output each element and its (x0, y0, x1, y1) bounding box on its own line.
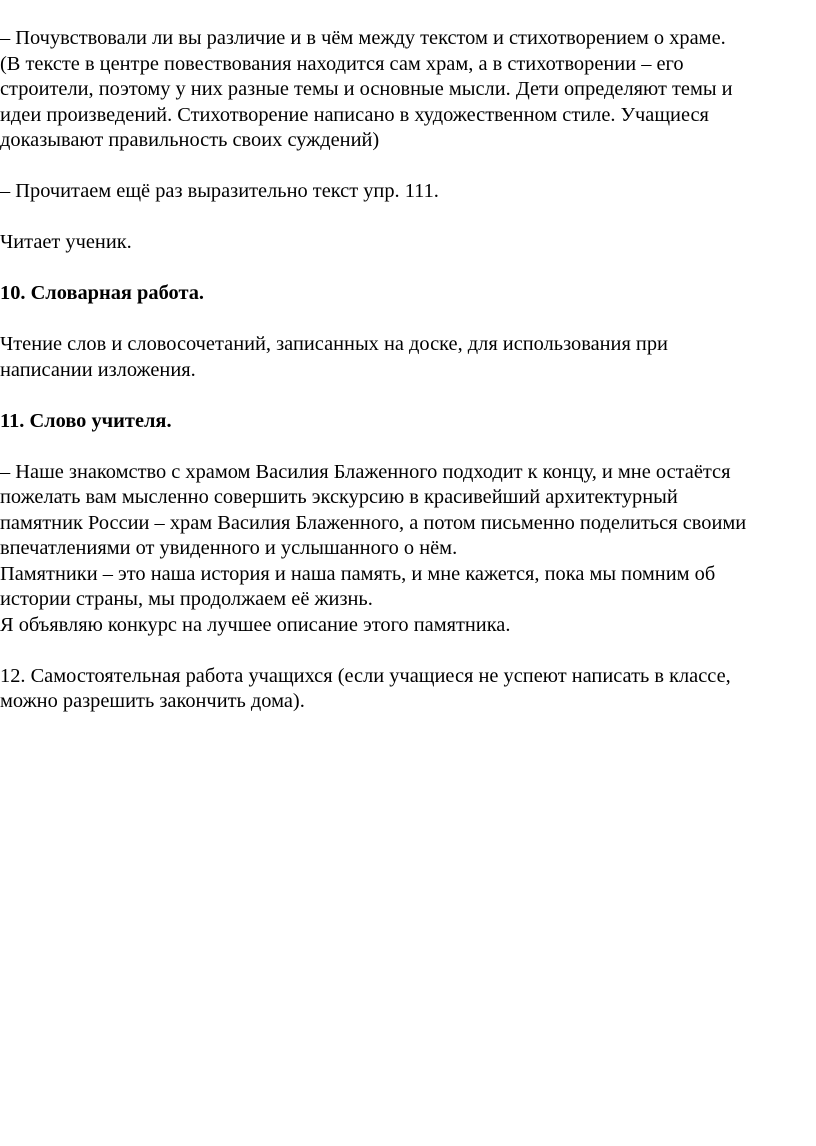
text-line: – Почувствовали ли вы различие и в чём между текстом и стихотворением о храме. (0, 27, 726, 49)
text-line: доказывают правильность своих суждений) (0, 129, 380, 151)
paragraph-gap (0, 154, 814, 180)
text-line: строители, поэтому у них разные темы и основные мысли. Дети определяют темы и (0, 78, 733, 100)
text-line: (В тексте в центре повествования находится сам храм, а в стихотворении – его (0, 52, 684, 75)
text-line: 12. Самостоятельная работа учащихся (если учащиеся не успеют написать в классе, (0, 664, 731, 687)
text-line: – Наше знакомство с храмом Василия Блаженного подходит к концу, и мне остаётся (0, 460, 731, 483)
paragraph-gap (0, 383, 814, 409)
text-line: написании изложения. (0, 358, 196, 381)
text-line: Я объявляю конкурс на лучшее описание этого памятника. (0, 613, 511, 636)
document-page (0, 26, 814, 715)
paragraph-gap (0, 256, 814, 282)
paragraph-gap (0, 434, 814, 460)
paragraph-gap (0, 638, 814, 664)
text-line: идеи произведений. Стихотворение написано в художественном стиле. Учащиеся (0, 103, 709, 126)
text-line: памятник России – храм Василия Блаженного, а потом письменно поделиться своими (0, 511, 747, 534)
paragraph-gap (0, 307, 814, 333)
text-line: истории страны, мы продолжаем её жизнь. (0, 588, 373, 610)
section-heading: 10. Словарная работа. (0, 282, 205, 304)
text-line: пожелать вам мысленно совершить экскурсию в красивейший архитектурный (0, 486, 678, 508)
text-line: Памятники – это наша история и наша память, и мне кажется, пока мы помним об (0, 562, 716, 585)
text-line: впечатлениями от увиденного и услышанного о нём. (0, 537, 458, 559)
text-line: можно разрешить закончить дома). (0, 690, 305, 712)
text-line: – Прочитаем ещё раз выразительно текст упр. 111. (0, 180, 439, 202)
text-line: Чтение слов и словосочетаний, записанных на доске, для использования при (0, 333, 668, 355)
section-heading: 11. Слово учителя. (0, 409, 172, 432)
paragraph-gap (0, 205, 814, 231)
text-line: Читает ученик. (0, 231, 132, 253)
